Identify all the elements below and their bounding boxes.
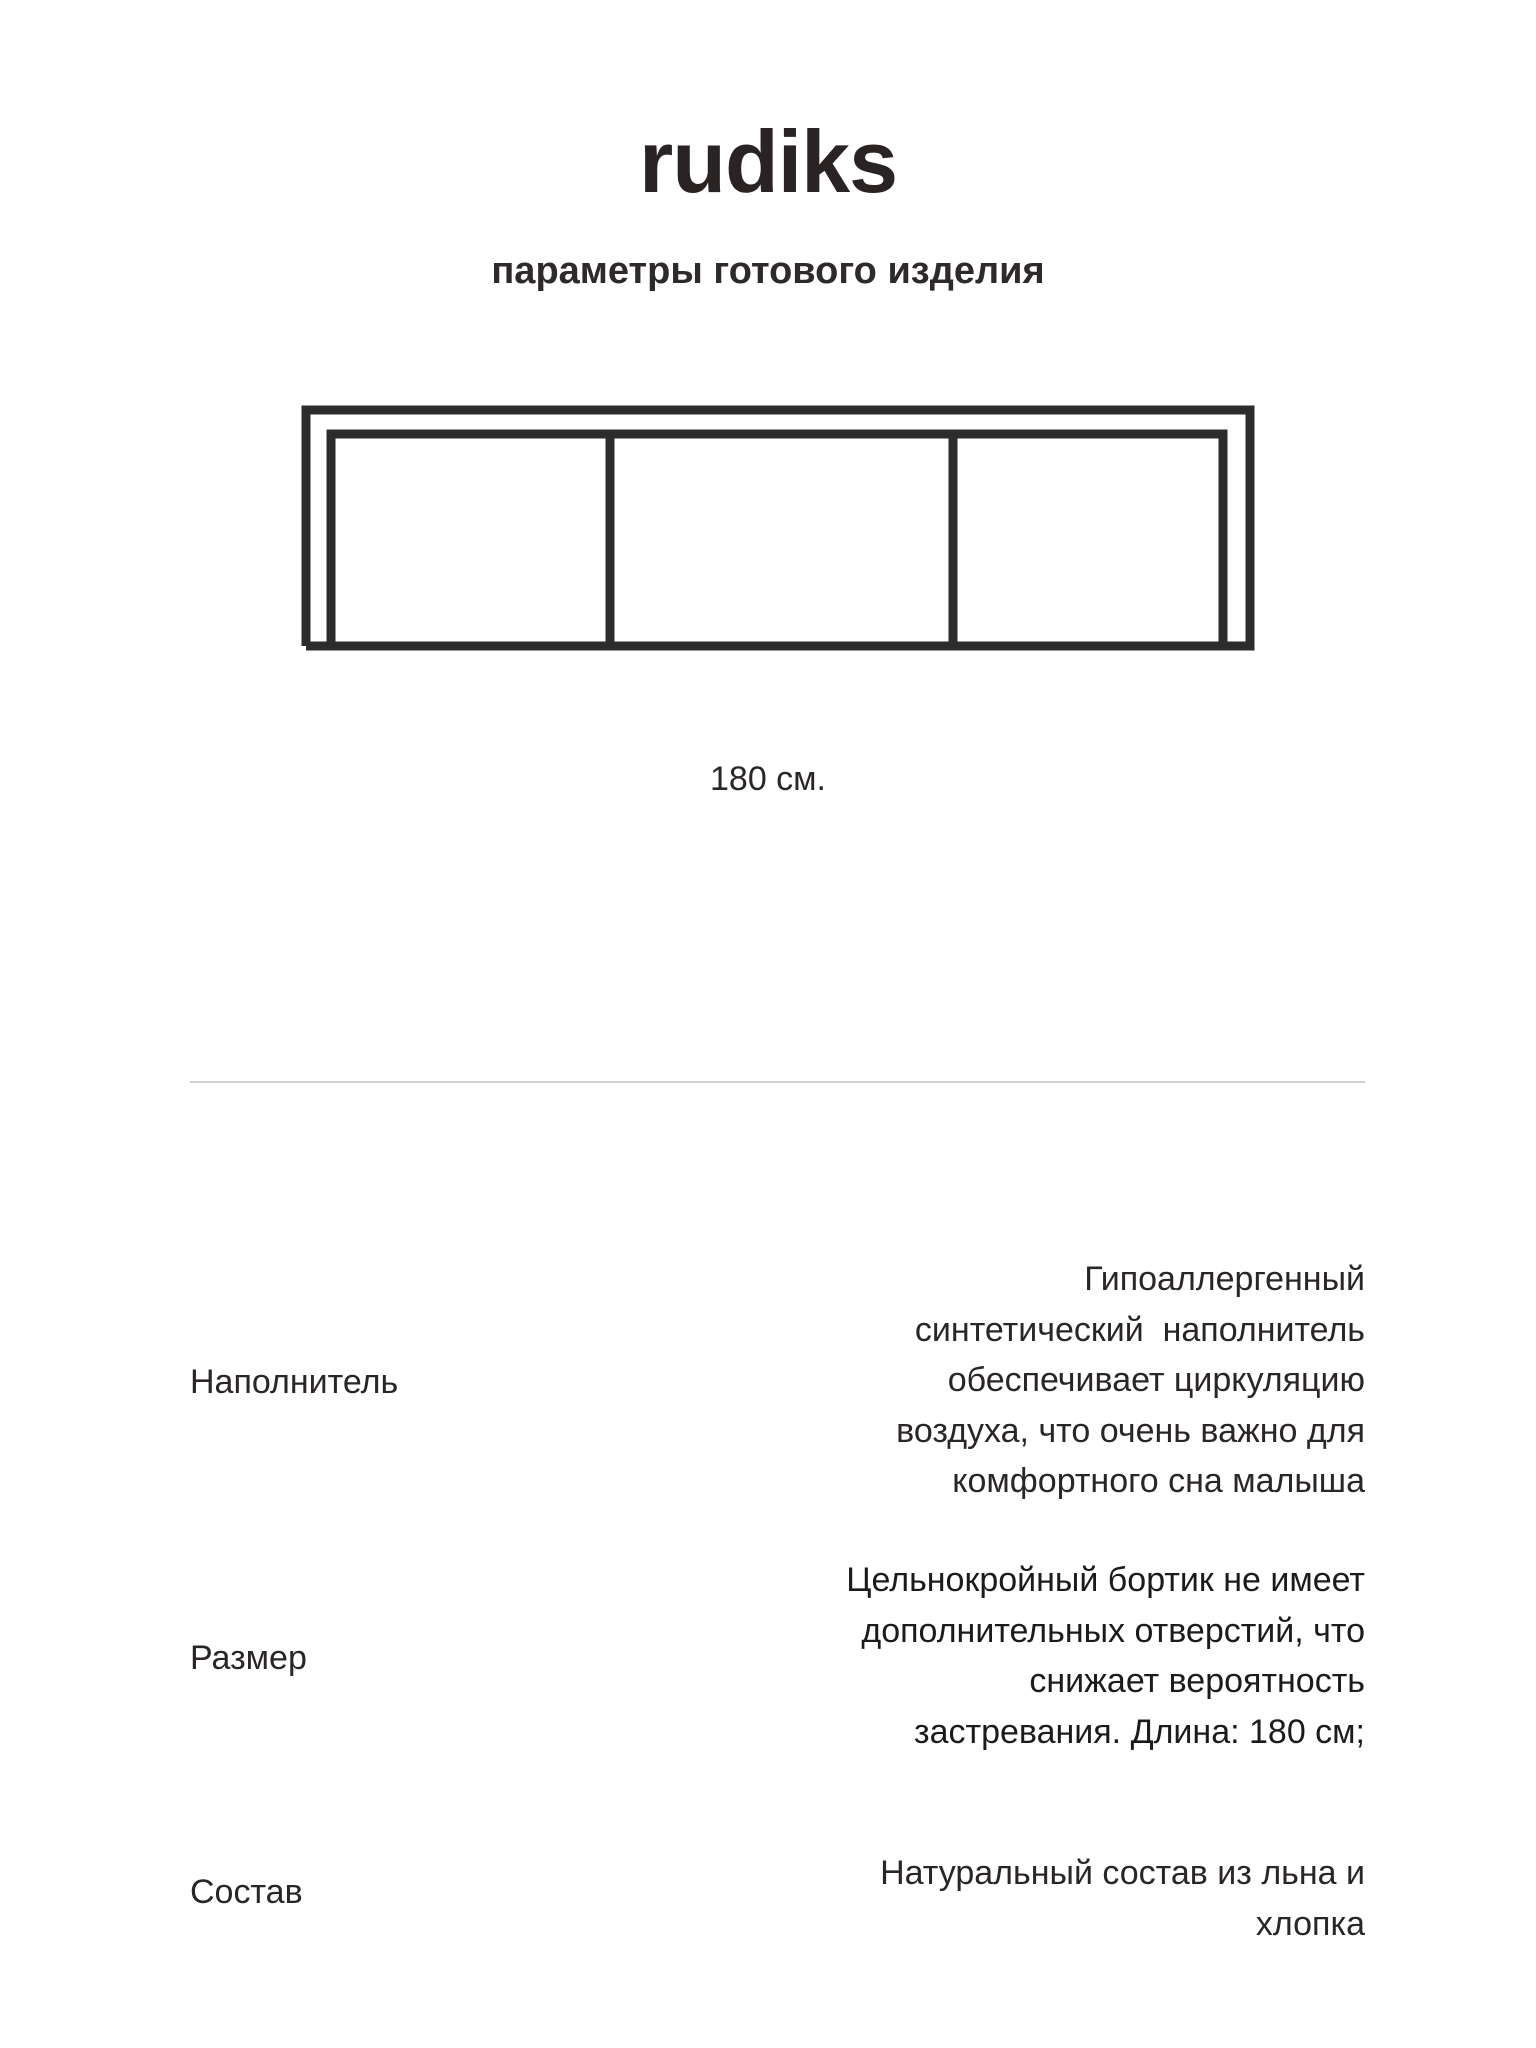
spec-desc-line: дополнительных отверстий, что xyxy=(861,1611,1365,1650)
section-divider xyxy=(190,1081,1365,1083)
brand-logo: rudiks xyxy=(638,112,898,211)
spec-desc-line: Натуральный состав из льна и xyxy=(880,1854,1365,1892)
page-subtitle: параметры готового изделия xyxy=(491,250,1045,292)
bumper-diagram xyxy=(0,380,1536,720)
spec-desc-line: синтетический наполнитель xyxy=(914,1310,1365,1349)
spec-desc-line: хлопка xyxy=(1255,1904,1365,1943)
spec-label-filler: Наполнитель xyxy=(190,1363,399,1401)
spec-desc-line: застревания. Длина: 180 см; xyxy=(914,1712,1365,1751)
bumper-outer-frame xyxy=(306,410,1250,646)
spec-desc-line: Гипоаллергенный xyxy=(1084,1260,1365,1298)
spec-desc-line: комфортного сна малыша xyxy=(952,1462,1365,1500)
spec-desc-composition xyxy=(725,1848,1365,1949)
dimension-label: 180 см. xyxy=(710,760,826,798)
spec-desc-line: воздуха, что очень важно для xyxy=(896,1411,1365,1450)
spec-desc-filler xyxy=(725,1254,1365,1507)
spec-desc-line: снижает вероятность xyxy=(1029,1662,1365,1700)
spec-label-composition: Состав xyxy=(190,1873,303,1911)
spec-desc-line: обеспечивает циркуляцию xyxy=(947,1361,1365,1399)
spec-desc-line: Цельнокройный бортик не имеет xyxy=(846,1561,1365,1599)
bumper-inner-frame xyxy=(331,434,1223,646)
spec-label-size: Размер xyxy=(190,1639,307,1677)
spec-desc-size xyxy=(725,1555,1365,1757)
